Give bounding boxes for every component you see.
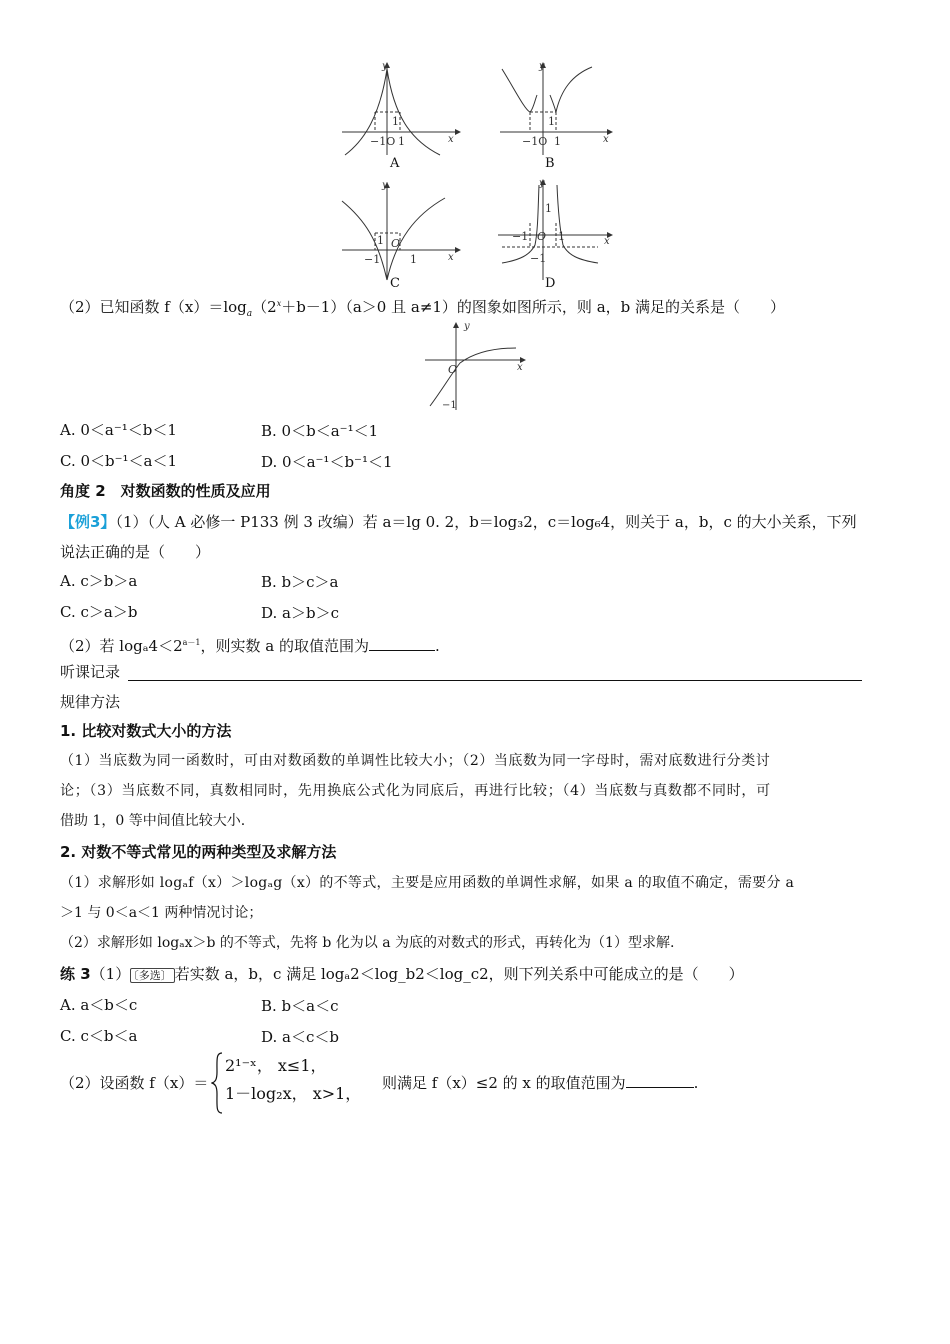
graph-d (498, 178, 612, 291)
practice3-label: 练 3 (60, 965, 91, 983)
graph-b-one-y: 1 (548, 115, 555, 128)
graph-d-neg-one-y: −1 (530, 252, 547, 265)
graph-b-neg-one-o: −1O (522, 135, 548, 148)
graph-options (330, 55, 630, 295)
graph-a-one-y: 1 (392, 115, 399, 128)
ex3-answer-blank[interactable] (369, 636, 435, 651)
graph-b-one: 1 (554, 135, 561, 148)
piecewise-brace (211, 1052, 223, 1114)
piecewise-case2: 1－log₂x， x>1， (225, 1084, 362, 1103)
ex3-part2: （2）若 $\log_a4<2^{a-1}$，则实数 a 的取值范围为 . (60, 637, 440, 655)
q2-option-c: C. 0＜b⁻¹＜a＜1 (60, 452, 178, 470)
q2-stem: （2）已知函数 $f(x)=\log_a(2^x+b-1)(a>0$ 且 a≠1）的图象如图所示，则 a，b 满足的关系是（ ） (60, 298, 786, 319)
graph-a-label: A (390, 156, 400, 171)
graph-d-y: y (539, 178, 545, 189)
multi-select-tag: 〔多选〕 (130, 968, 175, 983)
method-h1-line3: 借助 1，0 等中间值比较大小. (60, 813, 246, 829)
graph-c-origin: O (391, 237, 401, 250)
q2-graph-x: x (517, 362, 523, 373)
practice3-answer-blank[interactable] (626, 1073, 694, 1088)
q2-graph (420, 318, 530, 413)
q2-graph-neg-one: −1 (442, 400, 457, 411)
graph-d-label: D (545, 276, 556, 291)
graph-c-label: C (390, 276, 400, 291)
graph-b-label: B (545, 156, 555, 171)
record-label: 听课记录 (60, 663, 121, 681)
practice3-stem: 练 3（1） 〔多选〕 若实数 a，b，c 满足 logₐ2＜log_b2＜log_c2，则下列关系中可能成立的是（ ） (60, 965, 744, 983)
graph-a (342, 61, 460, 171)
q2-option-d: D. 0＜a⁻¹＜b⁻¹＜1 (261, 453, 393, 471)
piecewise-case1: 2¹⁻ˣ， x≤1， (225, 1056, 327, 1075)
graph-d-one-y: 1 (545, 202, 552, 215)
method-h2: 2. 对数不等式常见的两种类型及求解方法 (60, 843, 337, 861)
q2-option-a: A. 0＜a⁻¹＜b＜1 (60, 421, 177, 439)
graph-c-one: 1 (410, 253, 417, 266)
method-h1-line2: 论；（3）当底数不同，真数相同时，先用换底公式化为同底后，再进行比较；（4）当底数与真数都不同时，可 (60, 783, 771, 799)
graph-b-x: x (603, 134, 609, 145)
method-h1-line1: （1）当底数为同一函数时，可由对数函数的单调性比较大小；（2）当底数为同一字母时，需对底数进行分类讨 (60, 753, 771, 769)
graph-a-neg-one-o: −1O (370, 135, 396, 148)
method-h2-line1: （1）求解形如 logₐf（x）＞logₐg（x）的不等式，主要是应用函数的单调性求解，如果 a 的取值不确定，需要分 a (60, 875, 795, 891)
practice3-option-b: B. b＜a＜c (261, 997, 339, 1015)
practice3-option-d: D. a＜c＜b (261, 1028, 339, 1046)
ex3-option-a: A. c＞b＞a (60, 572, 138, 590)
practice3-part2-tail: 则满足 f（x）≤2 的 x 的取值范围为 . (382, 1074, 699, 1092)
graph-a-one: 1 (398, 135, 405, 148)
method-h1: 1. 比较对数式大小的方法 (60, 722, 232, 740)
q2-graph-origin: O (448, 363, 458, 376)
record-line[interactable] (128, 680, 862, 681)
ex3-option-d: D. a＞b＞c (261, 604, 339, 622)
graph-d-one: 1 (558, 230, 565, 243)
ex3-option-c: C. c＞a＞b (60, 603, 138, 621)
q2-graph-y: y (464, 321, 470, 332)
ex3-option-b: B. b＞c＞a (261, 573, 339, 591)
ex3-stem: 【例3】（1）（人 A 必修一 P133 例 3 改编）若 a＝lg 0. 2，b＝log₃2，c＝log₆4，则关于 a，b，c 的大小关系，下列 (60, 513, 857, 531)
ex3-label: 【例3】 (60, 513, 116, 531)
practice3-option-c: C. c＜b＜a (60, 1027, 138, 1045)
graph-c-one-y: 1 (377, 234, 384, 247)
graph-d-x: x (604, 236, 610, 247)
graph-d-origin: O (537, 230, 547, 243)
graph-d-neg-one: −1 (512, 230, 529, 243)
graph-c-x: x (448, 252, 454, 263)
method-h2-line2: ＞1 与 0＜a＜1 两种情况讨论； (60, 905, 263, 921)
practice3-part2-lead: （2）设函数 f（x）＝ (60, 1074, 209, 1092)
graph-c-y: y (382, 180, 388, 191)
graph-a-y: y (382, 61, 388, 72)
ex3-stem-cont: 说法正确的是（ ） (60, 543, 211, 561)
graph-b-y: y (539, 61, 545, 72)
method-h2-line3: （2）求解形如 logₐx＞b 的不等式，先将 b 化为以 a 为底的对数式的形式，再转化为（1）型求解. (60, 935, 675, 951)
graph-b (500, 61, 612, 171)
method-title: 规律方法 (60, 693, 121, 711)
practice3-option-a: A. a＜b＜c (60, 996, 138, 1014)
graph-c-neg-one: −1 (364, 253, 381, 266)
graph-c (342, 180, 460, 291)
q2-option-b: B. 0＜b＜a⁻¹＜1 (261, 422, 379, 440)
angle2-title: 角度 2 对数函数的性质及应用 (60, 482, 271, 500)
graph-a-x: x (448, 134, 454, 145)
